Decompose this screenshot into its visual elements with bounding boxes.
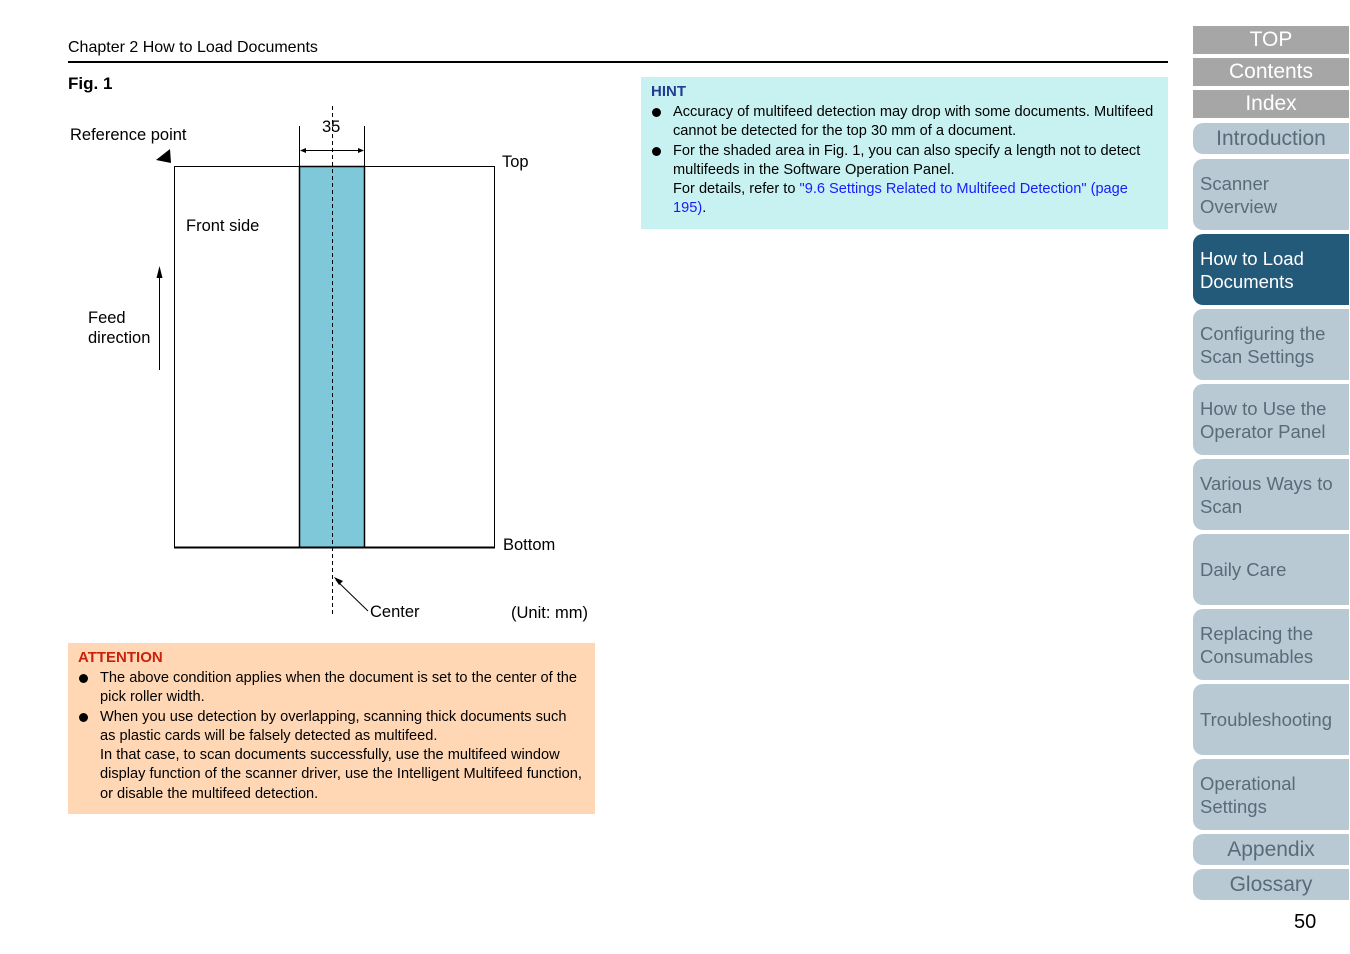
list-item: For the shaded area in Fig. 1, you can also specify a length not to detect multifeeds in the Software Operation Panel. For details, refer to "9.6 Settings Related to Multifeed Detection" (page 195). [651,142,1158,219]
nav-contents-button[interactable]: Contents [1193,58,1349,86]
bullet-icon [79,674,88,683]
nav-tab-replacing-consumables[interactable]: Replacing the Consumables [1193,609,1349,680]
nav-tab-glossary[interactable]: Glossary [1193,869,1349,900]
front-side-label: Front side [186,217,260,235]
unit-label: (Unit: mm) [511,604,588,622]
feed-label-line1: Feed [88,309,126,327]
attention-title: ATTENTION [78,649,163,666]
attention-box [68,643,595,814]
list-item: The above condition applies when the document is set to the center of the pick roller width. [78,669,585,708]
nav-tab-configuring-scan-settings[interactable]: Configuring the Scan Settings [1193,309,1349,380]
nav-tab-how-to-load-documents[interactable]: How to Load Documents [1193,234,1349,305]
bullet-icon [652,108,661,117]
attention-list [78,669,585,804]
nav-tab-operational-settings[interactable]: Operational Settings [1193,759,1349,830]
nav-index-button[interactable]: Index [1193,90,1349,118]
nav-top-button[interactable]: TOP [1193,26,1349,54]
bullet-icon [79,713,88,722]
feed-arrow-head [157,266,163,278]
nav-tab-appendix[interactable]: Appendix [1193,834,1349,865]
page-number: 50 [1294,911,1317,933]
nav-tab-operator-panel[interactable]: How to Use the Operator Panel [1193,384,1349,455]
bullet-icon [652,147,661,156]
dim-arrow-right [358,148,364,153]
hint-box [641,77,1168,229]
multifeed-settings-link[interactable]: "9.6 Settings Related to Multifeed Detection" (page 195) [673,181,1128,217]
center-leader-head [334,577,343,585]
top-label: Top [502,153,529,171]
list-item: Accuracy of multifeed detection may drop with some documents. Multifeed cannot be detected for the top 30 mm of a document. [651,103,1158,142]
nav-tab-introduction[interactable]: Introduction [1193,123,1349,154]
shaded-area [300,167,365,548]
figure-title: Fig. 1 [68,74,113,93]
nav-tab-various-ways-to-scan[interactable]: Various Ways to Scan [1193,459,1349,530]
hint-title: HINT [651,83,686,100]
reference-point-label: Reference point [70,126,187,144]
list-item: When you use detection by overlapping, scanning thick documents such as plastic cards will be falsely detected as multifeed. In that case, to scan documents successfully, use the multifeed window display function of the scanner driver, use the Intelligent Multifeed function, or disable the multifeed detection. [78,708,585,804]
feed-label-line2: direction [88,329,151,347]
nav-tab-scanner-overview[interactable]: Scanner Overview [1193,159,1349,230]
center-label: Center [370,603,420,621]
chapter-header: Chapter 2 How to Load Documents [68,39,318,56]
dimension-label: 35 [322,118,341,136]
dim-arrow-left [300,148,306,153]
reference-point-marker [156,149,171,163]
nav-tab-troubleshooting[interactable]: Troubleshooting [1193,684,1349,755]
center-leader [336,580,368,611]
hint-list [651,103,1158,219]
bottom-label: Bottom [503,536,556,554]
nav-tab-daily-care[interactable]: Daily Care [1193,534,1349,605]
